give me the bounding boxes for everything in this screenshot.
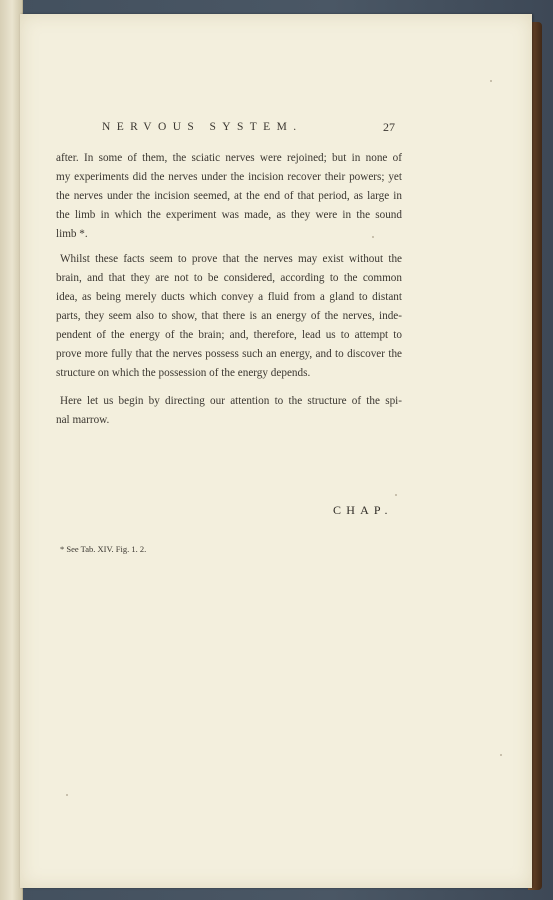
text-line: the limb in which the experiment was made, as they were in the sound [56,209,402,221]
catchword: CHAP. [333,503,393,517]
page-number: 27 [383,120,395,134]
paper-speck [500,754,502,756]
text-line: parts, they seem also to show, that there is an energy of the nerves, inde- [56,310,402,322]
text-line: pendent of the energy of the brain; and, therefore, lead us to attempt to [56,329,402,341]
text-line: nal marrow. [56,414,110,426]
text-line: after. In some of them, the sciatic nerves were rejoined; but in none of [56,152,402,164]
paper-speck [490,80,492,82]
text-line: my experiments did the nerves under the incision recover their powers; yet [56,171,402,183]
paragraph [56,392,402,430]
footnote: * See Tab. XIV. Fig. 1. 2. [60,544,147,554]
book-page [20,14,532,888]
text-line: prove more fully that the nerves possess such an energy, and to discover the [56,348,402,360]
text-line: limb *. [56,228,88,240]
text-line: idea, as being merely ducts which convey a fluid from a gland to distant [56,291,402,303]
text-line: structure on which the possession of the energy depends. [56,367,311,379]
running-head: NERVOUS SYSTEM. [102,121,303,133]
text-line: Whilst these facts seem to prove that the nerves may exist without the [60,253,402,265]
paper-speck [395,494,397,496]
paragraph [56,250,402,383]
text-line: Here let us begin by directing our attention to the structure of the spi- [60,395,402,407]
paper-speck [66,794,68,796]
text-line: brain, and that they are not to be considered, according to the common [56,272,402,284]
paragraph [56,149,402,244]
text-line: the nerves under the incision seemed, at the end of that period, as large in [56,190,402,202]
